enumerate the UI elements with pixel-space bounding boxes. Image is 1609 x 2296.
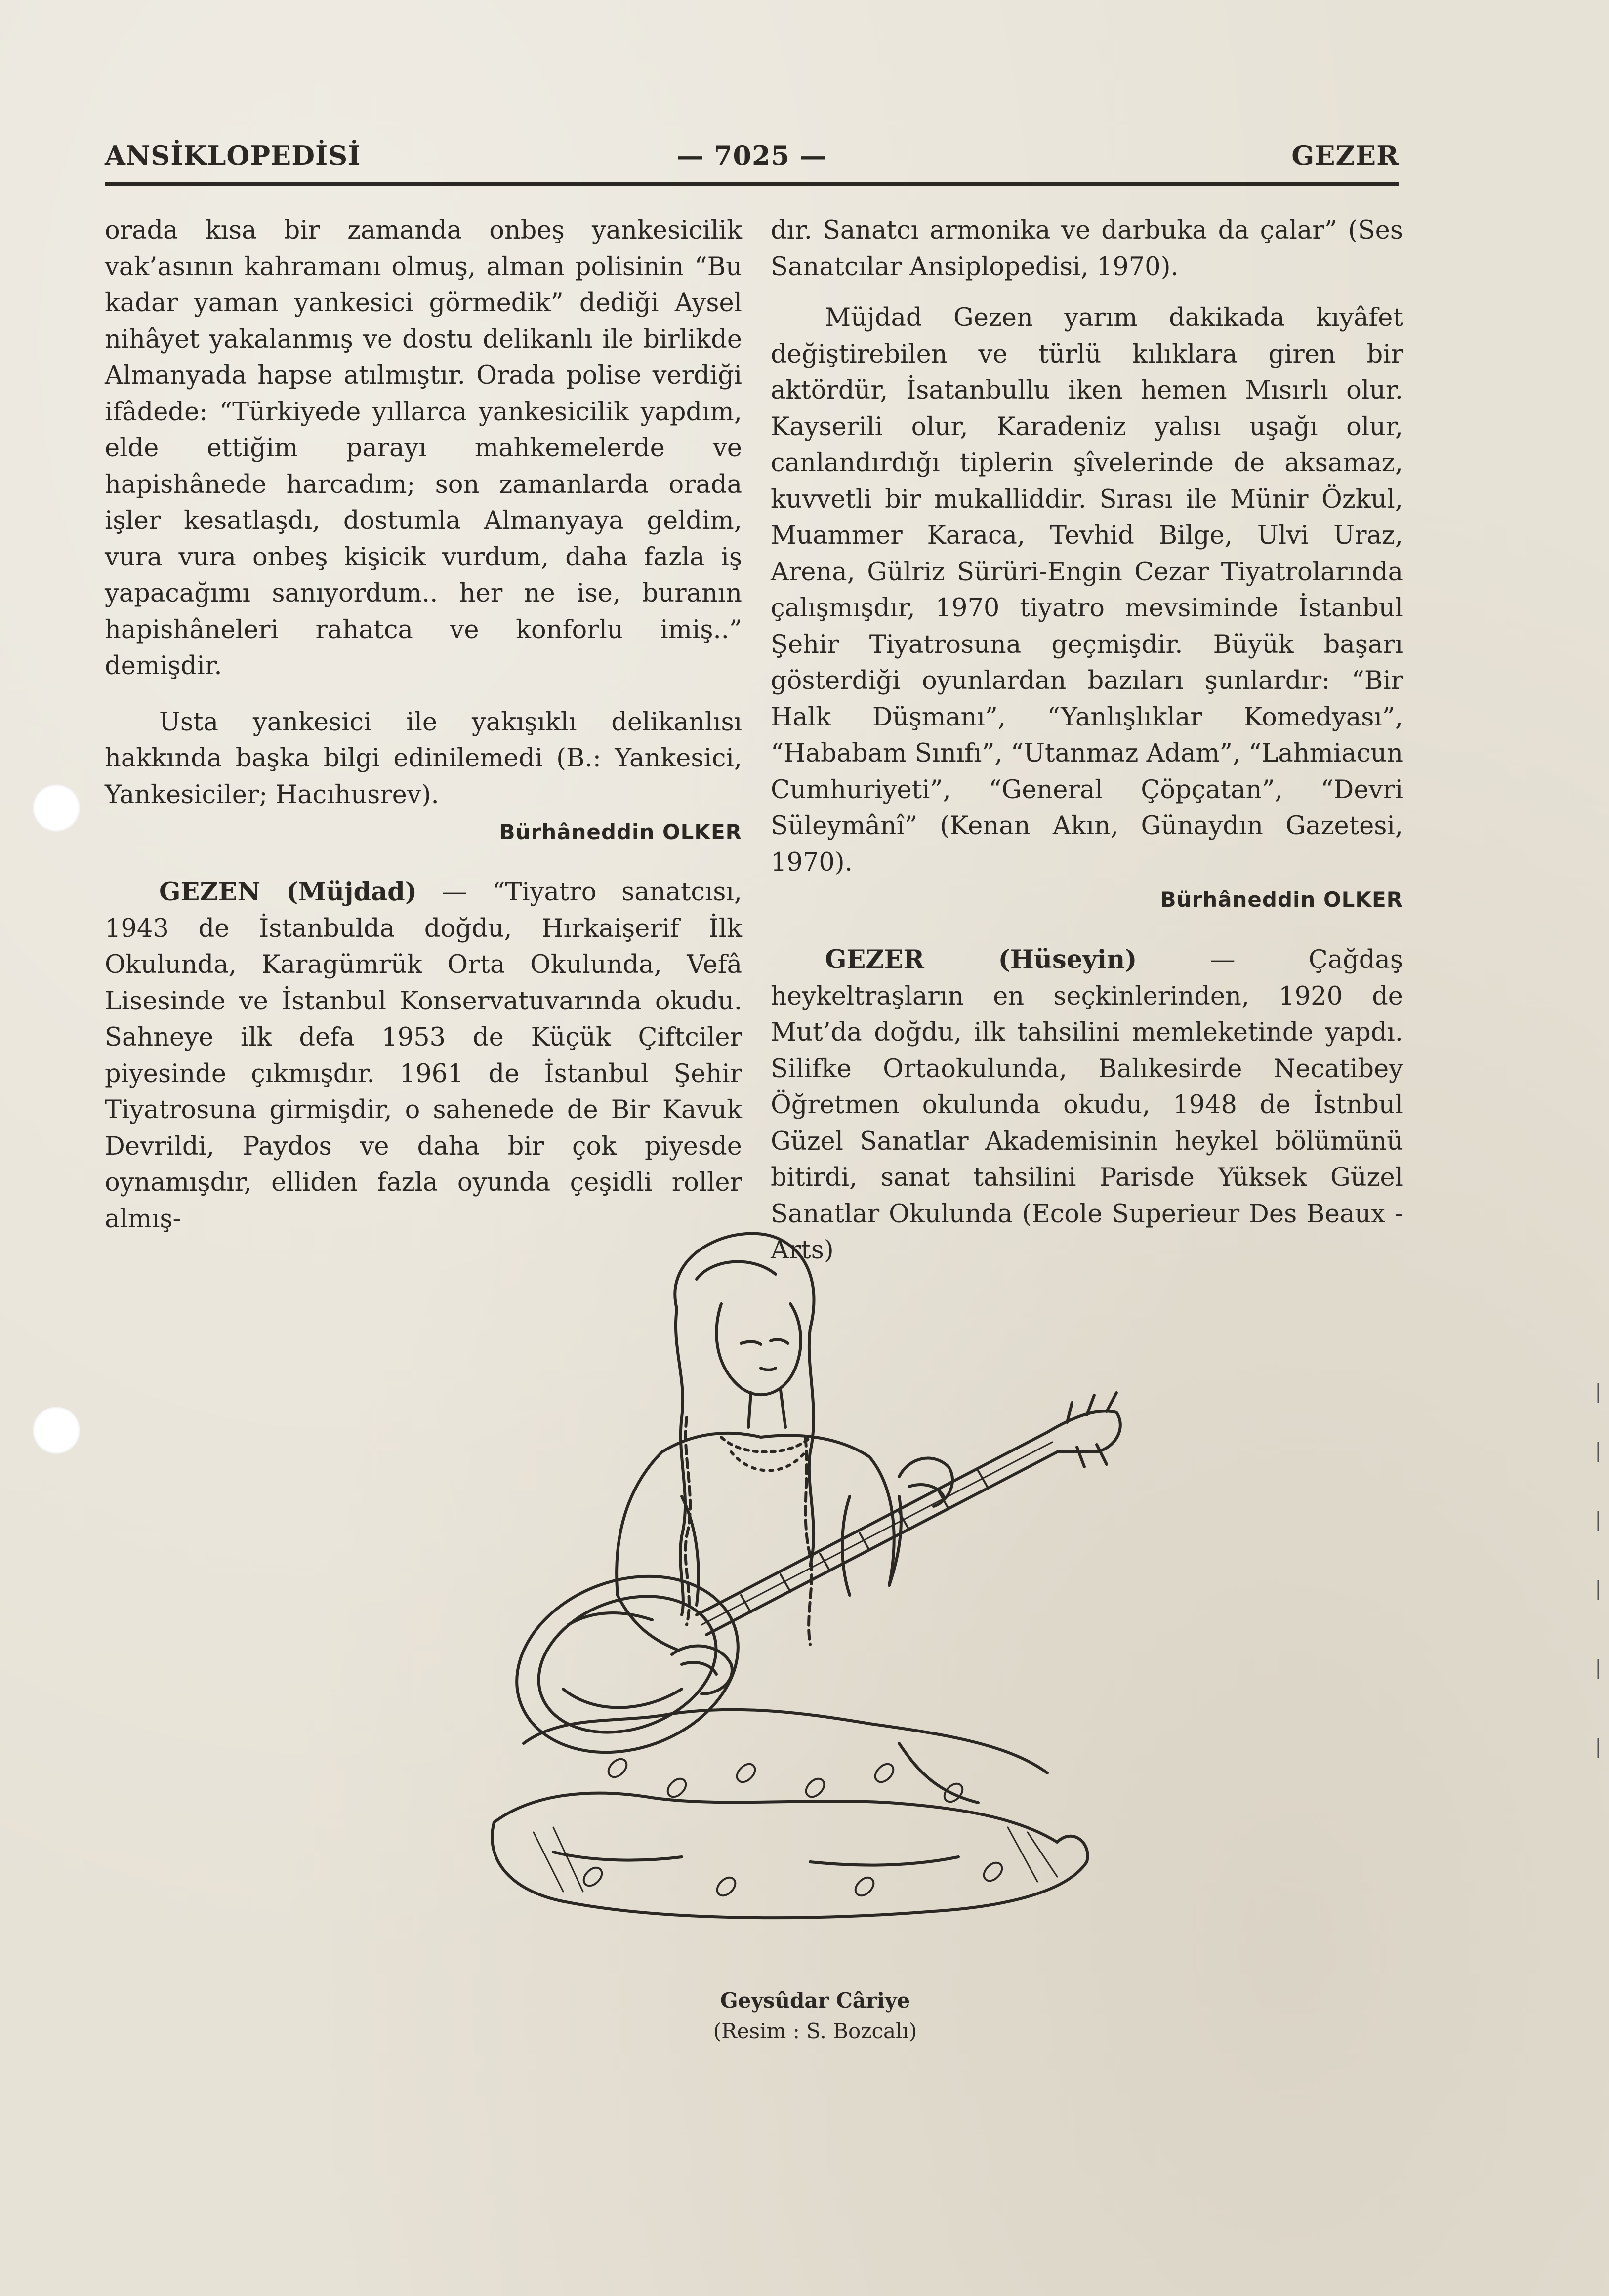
page-header	[105, 138, 1399, 186]
signature-2: Bürhâneddin OLKER	[1160, 887, 1403, 912]
entry-gezer-title: GEZER (Hüseyin)	[825, 945, 1137, 974]
entry-gezen-title: GEZEN (Müjdad)	[159, 877, 417, 907]
header-rule	[105, 182, 1399, 186]
page-number: — 7025 —	[677, 140, 827, 171]
illustration-caption	[568, 1985, 1062, 2047]
right-paragraph-2: Müjdad Gezen yarım dakikada kıyâfet değiştirebilen ve türlü kılıklara giren bir aktördür, İsatanbullu iken hemen Mısırlı olur. Kayserili olur, Karadeniz yalısı uşağı olur, canlandırdığı tiplerin şîvelerinde de aksamaz, kuvvetli bir mukalliddir. Sırası ile Münir Özkul, Muammer Karaca, Tevhid Bilge, Ulvi Uraz, Arena, Gülriz Sürüri-Engin Cezar Tiyatrolarında çalışmışdır, 1970 tiyatro mevsiminde İstanbul Şehir Tiyatrosuna geçmişdir. Büyük başarı gösterdiği oyunlardan bazıları şunlardır: “Bir Halk Düşmanı”, “Yanlışlıklar Komedyası”, “Hababam Sınıfı”, “Utanmaz Adam”, “Lahmiacun Cumhuriyeti”, “General Çöpçatan”, “Devri Süleymânî” (Kenan Akın, Günaydın Gazetesi, 1970).	[771, 303, 1403, 877]
punch-hole-top	[33, 784, 80, 832]
illustration-woman-playing-saz	[464, 1220, 1166, 1980]
punch-hole-bottom	[33, 1407, 80, 1454]
left-column	[105, 212, 742, 1237]
entry-gezer-text: — Çağdaş heykeltraşların en seçkinlerinden, 1920 de Mut’da doğdu, ilk tahsilini memleketinde yapdı. Silifke Ortaokulunda, Balıkesirde Necatibey Öğretmen okulunda okudu, 1948 de İstnbul Güzel Sanatlar Akademisinin heykel bölümünü bitirdi, sanat tahsilini Parisde Yüksek Güzel Sanatlar Okulunda (Ecole Superieur Des Beaux - Arts)	[771, 945, 1403, 1265]
caption-credit: (Resim : S. Bozcalı)	[713, 2019, 917, 2043]
right-column	[771, 212, 1403, 1269]
header-entry-word: GEZER	[1291, 140, 1399, 171]
left-paragraph-2: Usta yankesici ile yakışıklı delikanlısı hakkında başka bilgi edinilemedi (B.: Yankesici, Yankesiciler; Hacıhusrev).	[105, 707, 742, 809]
caption-title: Geysûdar Câriye	[720, 1988, 910, 2013]
right-paragraph-1: dır. Sanatcı armonika ve darbuka da çalar” (Ses Sanatcılar Ansiplopedisi, 1970).	[771, 216, 1403, 282]
entry-gezen-text: — “Tiyatro sanatcısı, 1943 de İstanbulda doğdu, Hırkaişerif İlk Okulunda, Karagümrük Orta Okulunda, Vefâ Lisesinde ve İstanbul Konservatuvarında okudu. Sahneye ilk defa 1953 de Küçük Çiftciler piyesinde çıkmışdır. 1961 de İstanbul Şehir Tiyatrosuna girmişdir, o sahenede de Bir Kavuk Devrildi, Paydos ve daha bir çok piyesde oynamışdır, elliden fazla oyunda çeşidli roller almış-	[105, 878, 742, 1234]
header-encyclopedia-name: ANSİKLOPEDİSİ	[105, 140, 361, 171]
left-paragraph-1: orada kısa bir zamanda onbeş yankesicilik vak’asının kahramanı olmuş, alman polisinin “Bu kadar yaman yankesici görmedik” dediği Aysel nihâyet yakalanmış ve dostu delikanlı ile birlikde Almanyada hapse atılmıştır. Orada polise verdiği ifâdede: “Türkiyede yıllarca yankesicilik yapdım, elde ettiğim parayı mahkemelerde ve hapishânede harcadım; son zamanlarda orada işler kesatlaşdı, dostumla Almanyaya geldim, vura vura onbeş kişicik vurdum, daha fazla iş yapacağımı sanıyordum.. her ne ise, buranın hapishâneleri rahatca ve konforlu imiş..” demişdir.	[105, 216, 742, 681]
signature-1: Bürhâneddin OLKER	[499, 820, 742, 844]
margin-marks	[1593, 1383, 1603, 1778]
entry-gezen	[105, 874, 742, 1237]
